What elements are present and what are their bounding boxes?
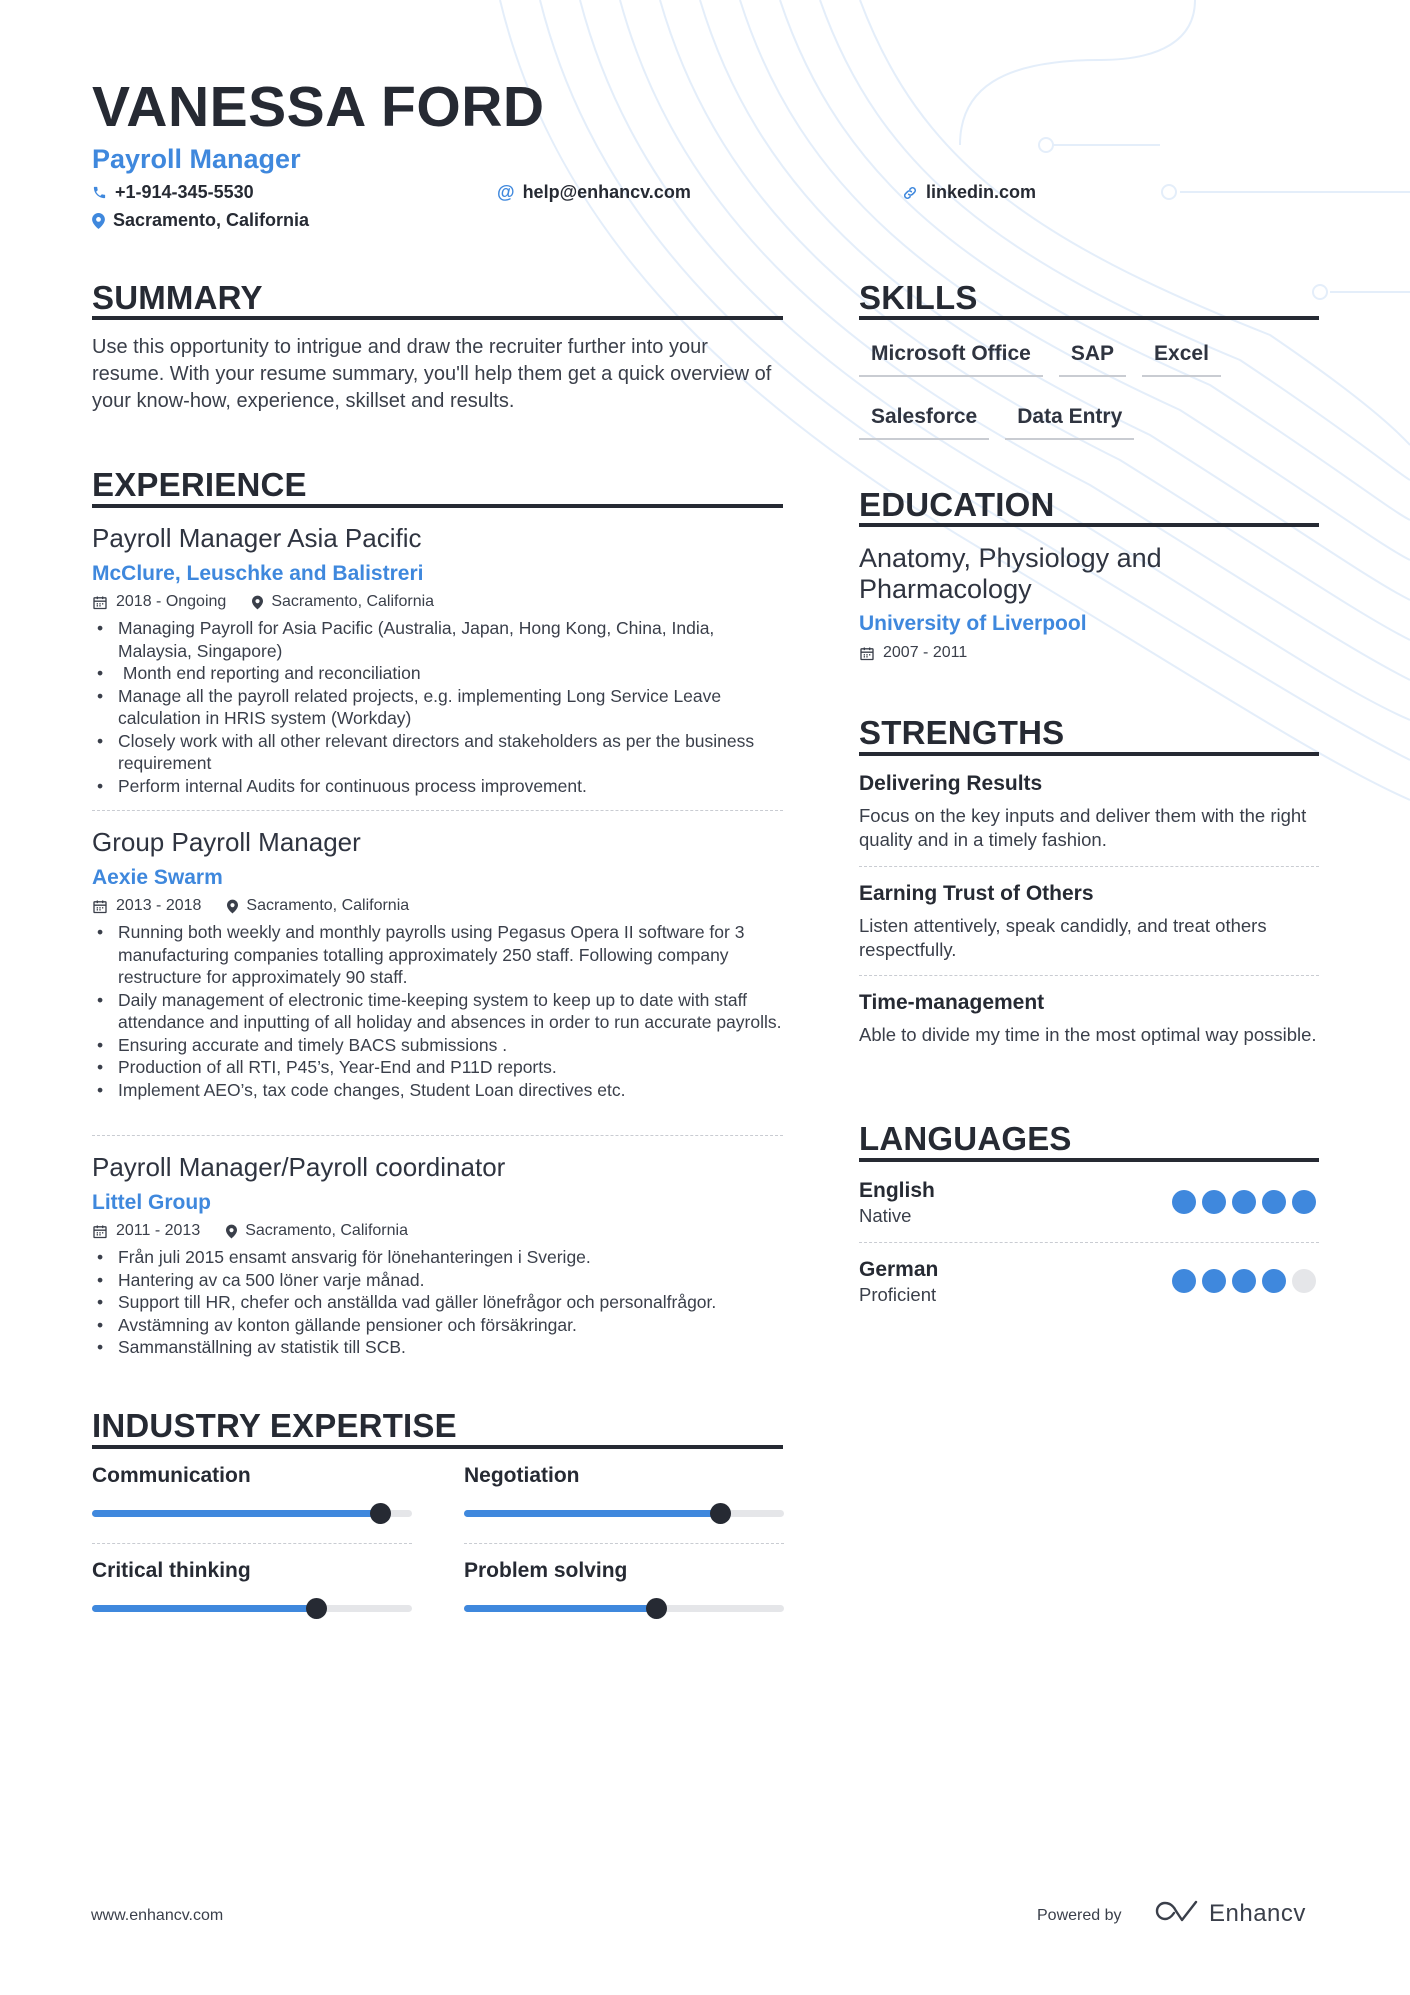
strengths-heading: STRENGTHS [859, 714, 1065, 751]
expertise-item [92, 1464, 412, 1517]
education-divider [859, 523, 1319, 527]
expertise-bar [464, 1510, 784, 1517]
bullet-item: • Daily management of electronic time-keeping system to keep up to date with staff attendance and inputting of all holiday and absences in order to run accurate payrolls. [92, 989, 783, 1034]
link-icon [902, 185, 918, 201]
bullet-item: • Implement AEO’s, tax code changes, Student Loan directives etc. [92, 1079, 783, 1102]
education-dates: 2007 - 2011 [883, 644, 968, 661]
calendar-icon [859, 645, 875, 662]
strength-title: Time-management [859, 991, 1045, 1014]
footer-powered-by: Powered by [1037, 1907, 1122, 1924]
experience-item [92, 825, 783, 1101]
experience-role: Payroll Manager/Payroll coordinator [92, 1152, 506, 1182]
experience-meta [92, 1222, 783, 1240]
experience-dates: 2018 - Ongoing [116, 593, 227, 610]
expertise-bar-knob [646, 1598, 667, 1619]
education-meta [859, 644, 967, 662]
education-heading: EDUCATION [859, 486, 1055, 523]
bullet-item: • Ensuring accurate and timely BACS submissions . [92, 1034, 783, 1057]
phone-icon [92, 185, 107, 200]
experience-company: Littel Group [92, 1191, 211, 1214]
experience-role: Payroll Manager Asia Pacific [92, 523, 422, 553]
link-text: linkedin.com [926, 182, 1037, 202]
strengths-divider [859, 752, 1319, 756]
experience-dates: 2011 - 2013 [116, 1222, 201, 1239]
strength-separator [859, 866, 1319, 867]
languages-heading: LANGUAGES [859, 1120, 1072, 1157]
skills-divider [859, 316, 1319, 320]
language-item [859, 1257, 1319, 1306]
language-rating [1166, 1190, 1316, 1214]
experience-company: McClure, Leuschke and Balistreri [92, 562, 424, 585]
summary-text: Use this opportunity to intrigue and draw the recruiter further into your resume. With your resume summary, you'll help them get a quick overview of your know-how, experience, skillset and results. [92, 336, 772, 412]
expertise-separator [464, 1543, 784, 1544]
skill-tag: Microsoft Office [859, 332, 1043, 377]
calendar-icon [92, 594, 108, 611]
experience-item [92, 1150, 783, 1359]
language-rating [1166, 1269, 1316, 1293]
skills-list [859, 332, 1319, 458]
expertise-label: Critical thinking [92, 1559, 251, 1582]
location-pin-icon [227, 899, 238, 914]
industry-expertise-divider [92, 1445, 783, 1449]
experience-item [92, 521, 783, 797]
skills-heading: SKILLS [859, 279, 978, 316]
expertise-label: Problem solving [464, 1559, 628, 1582]
languages-divider [859, 1158, 1319, 1162]
strength-item [859, 990, 1319, 1047]
experience-divider [92, 504, 783, 508]
location-pin-icon [226, 1224, 237, 1239]
location-pin-icon [252, 595, 263, 610]
rating-dot-filled [1262, 1190, 1286, 1214]
experience-location: Sacramento, California [271, 593, 435, 610]
experience-separator [92, 810, 783, 811]
language-item [859, 1178, 1319, 1227]
bullet-item: • Support till HR, chefer och anställda vad gäller lönefrågor och personalfrågor. [92, 1291, 783, 1314]
strength-title: Earning Trust of Others [859, 882, 1094, 905]
footer-url[interactable]: www.enhancv.com [91, 1907, 224, 1924]
experience-location: Sacramento, California [245, 1222, 408, 1239]
expertise-bar [92, 1605, 412, 1612]
strength-description: Listen attentively, speak candidly, and treat others respectfully. [859, 915, 1267, 960]
rating-dot-empty [1292, 1269, 1316, 1293]
expertise-bar-fill [92, 1510, 380, 1517]
enhancv-logo-icon [1155, 1899, 1201, 1928]
bullet-item: • Hantering av ca 500 löner varje månad. [92, 1269, 783, 1292]
calendar-icon [92, 1223, 108, 1240]
education-degree: Anatomy, Physiology and Pharmacology [859, 543, 1162, 604]
rating-dot-filled [1232, 1269, 1256, 1293]
job-title: Payroll Manager [92, 144, 301, 174]
phone-text: +1-914-345-5530 [115, 182, 254, 202]
rating-dot-filled [1172, 1190, 1196, 1214]
experience-bullets [92, 921, 783, 1101]
expertise-bar-knob [370, 1503, 391, 1524]
contact-link[interactable] [902, 182, 1036, 203]
expertise-item [92, 1559, 412, 1612]
rating-dot-filled [1262, 1269, 1286, 1293]
bullet-item: • Month end reporting and reconciliation [92, 662, 783, 685]
experience-role: Group Payroll Manager [92, 827, 361, 857]
language-level: Proficient [859, 1284, 937, 1305]
rating-dot-filled [1232, 1190, 1256, 1214]
location-text: Sacramento, California [113, 210, 310, 230]
bullet-item: • Closely work with all other relevant directors and stakeholders as per the business requirement [92, 730, 783, 775]
language-name: English [859, 1179, 935, 1202]
bullet-item: • Managing Payroll for Asia Pacific (Australia, Japan, Hong Kong, China, India, Malaysia, Singapore) [92, 617, 783, 662]
language-separator [859, 1242, 1319, 1243]
strength-description: Focus on the key inputs and deliver them with the right quality and in a timely fashion. [859, 805, 1307, 850]
experience-bullets [92, 617, 783, 797]
education-school: University of Liverpool [859, 612, 1087, 635]
experience-company: Aexie Swarm [92, 866, 223, 889]
skill-tag: Salesforce [859, 395, 989, 440]
expertise-label: Negotiation [464, 1464, 580, 1487]
expertise-bar-knob [306, 1598, 327, 1619]
calendar-icon [92, 898, 108, 915]
bullet-item: • Avstämning av konton gällande pensioner och försäkringar. [92, 1314, 783, 1337]
bullet-item: • Running both weekly and monthly payrolls using Pegasus Opera II software for 3 manufacturing companies totalling approximately 250 staff. Following company restructure for approximately 90 staff. [92, 921, 783, 989]
strength-title: Delivering Results [859, 772, 1043, 795]
rating-dot-filled [1292, 1190, 1316, 1214]
expertise-separator [92, 1543, 412, 1544]
strength-separator [859, 975, 1319, 976]
bullet-item: • Sammanställning av statistik till SCB. [92, 1336, 783, 1359]
contact-email[interactable] [497, 182, 691, 203]
bullet-item: • Manage all the payroll related projects, e.g. implementing Long Service Leave calculation in HRIS system (Workday) [92, 685, 783, 730]
strength-item [859, 771, 1319, 852]
experience-separator [92, 1135, 783, 1136]
bullet-item: • Från juli 2015 ensamt ansvarig för lönehanteringen i Sverige. [92, 1246, 783, 1269]
expertise-label: Communication [92, 1464, 251, 1487]
rating-dot-filled [1172, 1269, 1196, 1293]
expertise-bar-knob [710, 1503, 731, 1524]
email-text: help@enhancv.com [522, 182, 691, 202]
expertise-bar-fill [464, 1510, 720, 1517]
experience-meta [92, 897, 783, 915]
expertise-bar [92, 1510, 412, 1517]
rating-dot-filled [1202, 1269, 1226, 1293]
language-name: German [859, 1258, 939, 1281]
experience-location: Sacramento, California [246, 897, 410, 914]
enhancv-brand: Enhancv [1209, 1899, 1306, 1927]
expertise-bar [464, 1605, 784, 1612]
language-level: Native [859, 1205, 912, 1226]
industry-expertise-heading: INDUSTRY EXPERTISE [92, 1407, 457, 1444]
experience-heading: EXPERIENCE [92, 466, 307, 503]
bullet-item: • Perform internal Audits for continuous process improvement. [92, 775, 783, 798]
contact-location [92, 210, 309, 231]
summary-heading: SUMMARY [92, 279, 263, 316]
expertise-item [464, 1559, 784, 1612]
rating-dot-filled [1202, 1190, 1226, 1214]
skill-tag: SAP [1059, 332, 1126, 377]
location-pin-icon [92, 213, 105, 229]
strength-item [859, 881, 1319, 962]
experience-dates: 2013 - 2018 [116, 897, 202, 914]
expertise-bar-fill [92, 1605, 316, 1612]
expertise-item [464, 1464, 784, 1517]
expertise-bar-fill [464, 1605, 656, 1612]
skill-tag: Data Entry [1005, 395, 1134, 440]
strength-description: Able to divide my time in the most optimal way possible. [859, 1024, 1317, 1045]
enhancv-logo[interactable] [1155, 1899, 1306, 1928]
at-icon: @ [497, 182, 515, 202]
skill-tag: Excel [1142, 332, 1221, 377]
contact-phone[interactable] [92, 182, 254, 203]
experience-bullets [92, 1246, 783, 1359]
candidate-name: VANESSA FORD [92, 75, 545, 139]
experience-meta [92, 593, 783, 611]
summary-divider [92, 316, 783, 320]
bullet-item: • Production of all RTI, P45’s, Year-End and P11D reports. [92, 1056, 783, 1079]
